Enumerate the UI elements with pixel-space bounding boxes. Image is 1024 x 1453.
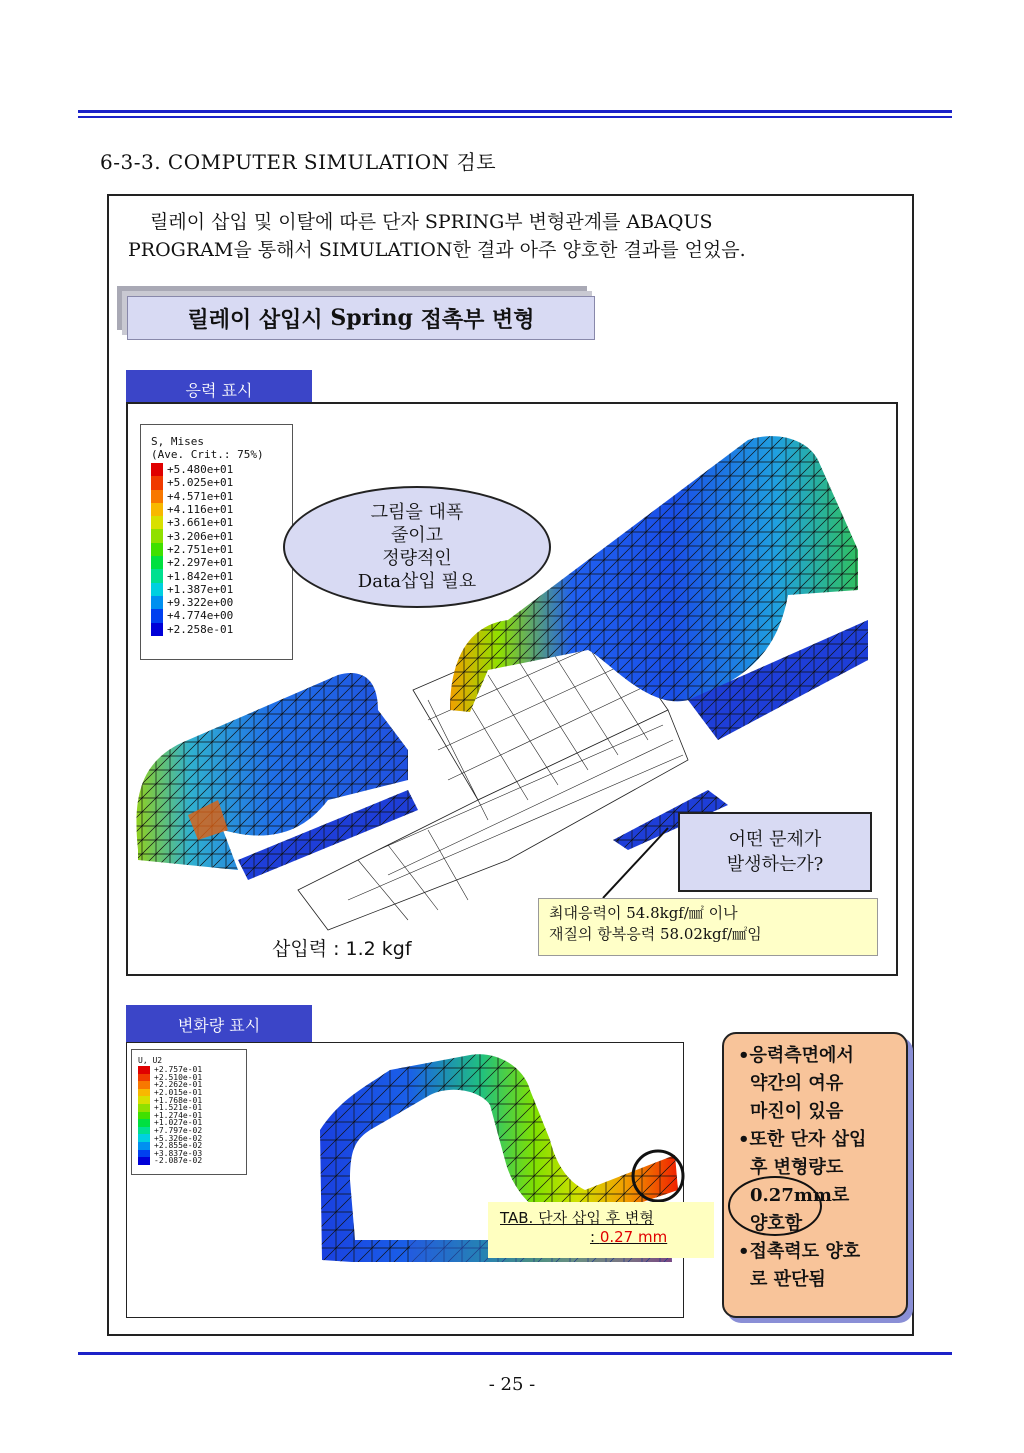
bullet-line-4: •또한 단자 삽입	[738, 1129, 867, 1150]
legend-value: -2.087e-02	[154, 1156, 203, 1166]
ellipse-line-3: 정량적인	[382, 548, 452, 569]
legend-swatch	[138, 1112, 150, 1120]
bullet-line-5: 후 변형량도	[750, 1157, 844, 1178]
small-spring-mesh	[136, 673, 418, 880]
stress-legend-subtitle: (Ave. Crit.: 75%)	[151, 448, 264, 461]
legend-value: +7.797e-02	[154, 1126, 203, 1136]
legend-value: +1.387e+01	[167, 582, 234, 596]
page-number: - 25 -	[488, 1374, 536, 1395]
heading-post: 접촉부 변형	[420, 307, 535, 333]
legend-value: +2.297e+01	[167, 556, 234, 570]
legend-swatch	[138, 1127, 150, 1135]
legend-value: +1.521e-01	[154, 1103, 203, 1113]
displacement-legend-scale	[138, 1066, 246, 1165]
legend-value: +5.326e-02	[154, 1133, 203, 1143]
legend-value: +2.262e-01	[154, 1080, 203, 1090]
insertion-force-label: 삽입력 : 1.2 kgf	[272, 938, 412, 960]
top-rule	[78, 110, 952, 113]
tab-note-line-2	[500, 1228, 714, 1246]
intro-line-1: 릴레이 삽입 및 이탈에 따른 단자 SPRING부 변형관계를 ABAQUS	[150, 211, 713, 233]
tab-note-prefix: :	[590, 1228, 600, 1246]
legend-swatch	[138, 1157, 150, 1165]
displacement-legend	[131, 1049, 247, 1175]
bullet-line-3: 마진이 있음	[750, 1101, 844, 1122]
legend-swatch	[138, 1119, 150, 1127]
legend-value: +4.116e+01	[167, 503, 234, 517]
legend-swatch	[138, 1104, 150, 1112]
legend-value: +5.480e+01	[167, 463, 234, 477]
legend-value: +9.322e+00	[167, 596, 234, 610]
ellipse-line-4: Data삽입 필요	[357, 571, 477, 592]
legend-value: +4.571e+01	[167, 489, 234, 503]
tab-deformation-note	[488, 1202, 714, 1258]
stress-note	[538, 898, 878, 956]
ellipse-line-2: 줄이고	[390, 525, 444, 546]
bullet-line-6: 0.27mm로	[750, 1185, 850, 1206]
legend-value: +2.258e-01	[167, 622, 234, 636]
legend-swatch	[138, 1074, 150, 1082]
bullet-line-7: 양호함	[750, 1213, 803, 1234]
top-rule-thin	[78, 116, 952, 118]
tab-note-value: 0.27 mm	[599, 1228, 668, 1246]
stress-note-line-2: 재질의 항복응력 58.02kgf/㎟임	[549, 925, 762, 943]
displacement-tab-label: 변화량 표시	[126, 1005, 312, 1043]
ellipse-line-1: 그림을 대폭	[370, 502, 464, 523]
tab-note-line-1: TAB. 단자 삽입 후 변형	[500, 1209, 654, 1227]
heading-pre: 릴레이 삽입시	[187, 307, 323, 333]
legend-value: +2.751e+01	[167, 542, 234, 556]
legend-value: +1.842e+01	[167, 569, 234, 583]
conclusion-box	[722, 1032, 908, 1318]
legend-value: +4.774e+00	[167, 609, 234, 623]
bottom-rule	[78, 1352, 952, 1355]
legend-swatch	[138, 1066, 150, 1074]
ellipse-note	[283, 486, 551, 608]
legend-value: +3.661e+01	[167, 516, 234, 530]
section-heading	[127, 296, 595, 340]
legend-value: +2.757e-01	[154, 1065, 203, 1075]
legend-value: +3.837e-03	[154, 1148, 203, 1158]
stress-tab-label: 응력 표시	[126, 370, 312, 408]
legend-swatch	[138, 1081, 150, 1089]
legend-value: +2.510e-01	[154, 1072, 203, 1082]
question-line-1: 어떤 문제가	[728, 829, 822, 850]
intro-text	[128, 208, 898, 264]
legend-value: +1.027e-01	[154, 1118, 203, 1128]
legend-value: +2.855e-02	[154, 1141, 203, 1151]
section-title: 6-3-3. COMPUTER SIMULATION 검토	[100, 150, 497, 174]
displacement-mesh-figure	[300, 1050, 685, 1315]
intro-line-2: PROGRAM을 통해서 SIMULATION한 결과 아주 양호한 결과를 얻었음.	[128, 239, 746, 261]
legend-row	[138, 1157, 246, 1165]
bullet-line-8: •접촉력도 양호	[738, 1241, 861, 1262]
bullet-line-2: 약간의 여유	[750, 1073, 844, 1094]
displacement-legend-title: U, U2	[138, 1056, 163, 1065]
legend-swatch	[138, 1142, 150, 1150]
legend-value: +1.768e-01	[154, 1095, 203, 1105]
bullet-line-9: 로 판단됨	[750, 1269, 826, 1290]
legend-swatch	[138, 1089, 150, 1097]
legend-value: +3.206e+01	[167, 529, 234, 543]
legend-value: +2.015e-01	[154, 1088, 203, 1098]
highlight-ellipse	[728, 1176, 822, 1236]
heading-bold: Spring	[330, 305, 413, 331]
legend-value: +5.025e+01	[167, 476, 234, 490]
question-line-2: 발생하는가?	[726, 854, 824, 875]
question-callout	[678, 812, 872, 892]
legend-swatch	[138, 1150, 150, 1158]
legend-value: +1.274e-01	[154, 1110, 203, 1120]
stress-legend-title: S, Mises	[151, 435, 204, 448]
stress-note-line-1: 최대응력이 54.8kgf/㎟ 이나	[549, 904, 738, 922]
bullet-line-1: •응력측면에서	[738, 1045, 854, 1066]
legend-swatch	[138, 1096, 150, 1104]
legend-swatch	[138, 1134, 150, 1142]
